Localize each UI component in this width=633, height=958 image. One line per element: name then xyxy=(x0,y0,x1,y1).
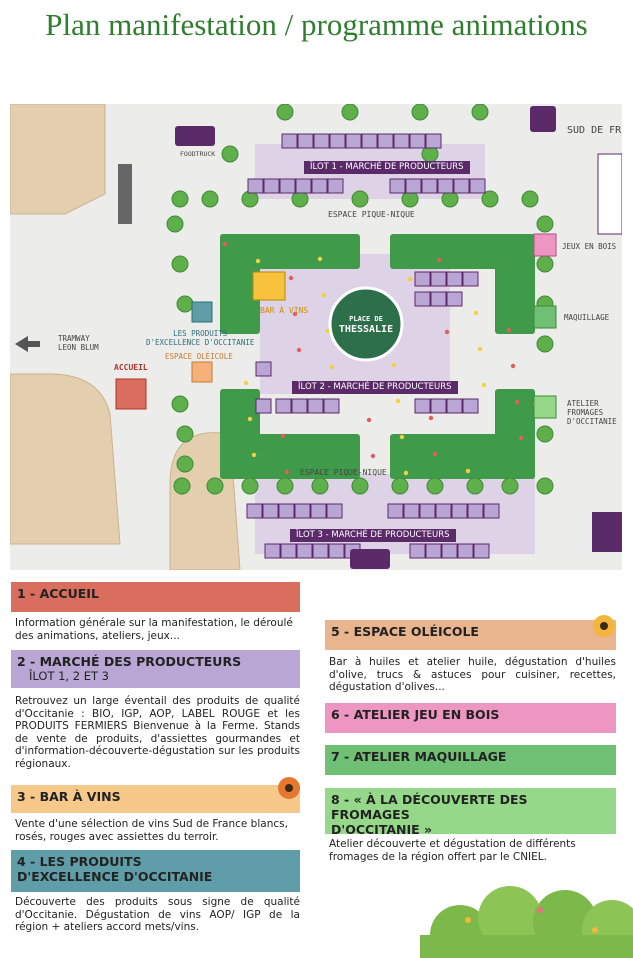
ilot2-banner: ÎLOT 2 - MARCHÉ DE PRODUCTEURS xyxy=(292,381,458,394)
oleicole-label: ESPACE OLÉICOLE xyxy=(165,352,233,361)
page-title: Plan manifestation / programme animations xyxy=(45,7,588,42)
legend-oleicole-header: 5 - ESPACE OLÉICOLE xyxy=(325,620,616,650)
ilot1-banner: ÎLOT 1 - MARCHÉ DE PRODUCTEURS xyxy=(304,161,470,174)
bar-label: BAR À VINS xyxy=(260,306,309,315)
tramway-label: TRAMWAY LEON BLUM xyxy=(58,334,99,352)
legend-produits-text: Découverte des produits sous signe de qualité d'Occitanie. Dégustation de vins AOP/ IGP de la région + ateliers accord mets/vins. xyxy=(15,896,300,933)
atelier-label: ATELIER FROMAGES D'OCCITANIE xyxy=(567,399,617,426)
legend-jeu-header: 6 - ATELIER JEU EN BOIS xyxy=(325,703,616,733)
legend-fromages-text: Atelier découverte et dégustation de différents fromages de la région offert par le CNIEL. xyxy=(329,838,576,863)
legend-fromages-header: 8 - « À LA DÉCOUVERTE DES FROMAGES D'OCCITANIE » xyxy=(325,788,616,834)
espace-pique-nique-top: ESPACE PIQUE-NIQUE xyxy=(328,210,415,219)
legend-marche-title: 2 - MARCHÉ DES PRODUCTEURS xyxy=(17,654,242,669)
produits-label: LES PRODUITS D'EXCELLENCE D'OCCITANIE xyxy=(146,329,255,347)
flower-icon xyxy=(593,615,615,637)
legend-bar-text: Vente d'une sélection de vins Sud de France blancs, rosés, rouges avec assiettes du terroir. xyxy=(15,818,288,843)
jeux-label: JEUX EN BOIS xyxy=(562,242,617,251)
ilot3-banner: ÎLOT 3 - MARCHÉ DE PRODUCTEURS xyxy=(290,529,456,542)
foodtruck-label: FOODTRUCK xyxy=(180,150,216,158)
bush-illustration xyxy=(420,886,633,958)
legend-maquillage-header: 7 - ATELIER MAQUILLAGE xyxy=(325,745,616,775)
flower-icon xyxy=(278,777,300,799)
espace-pique-nique-bottom: ESPACE PIQUE-NIQUE xyxy=(300,468,387,477)
legend-accueil-header: 1 - ACCUEIL xyxy=(11,582,300,612)
legend-marche-subtitle: ÎLOT 1, 2 ET 3 xyxy=(29,669,109,683)
sud-de-france-label: SUD DE FR xyxy=(567,125,622,136)
legend-oleicole-text: Bar à huiles et atelier huile, dégustation d'huiles d'olive, trucs & astuces pour cuisiner, recettes, dégustation d'olives... xyxy=(329,656,616,693)
place-line1: PLACE DE xyxy=(349,315,383,323)
legend-bar-header: 3 - BAR À VINS xyxy=(11,785,300,813)
legend-produits-header: 4 - LES PRODUITS D'EXCELLENCE D'OCCITANIE xyxy=(11,850,300,892)
accueil-label: ACCUEIL xyxy=(114,363,148,372)
legend-marche-text: Retrouvez un large éventail des produits de qualité d'Occitanie : BIO, IGP, AOP, LABEL ROUGE et les PRODUITS FERMIERS Bienvenue à la Ferme. Stands de vente de produits, d'assiettes gourmandes et d'information-découverte-dégustation sur les produits régionaux. xyxy=(15,695,300,770)
legend-accueil-text: Information générale sur la manifestation, le déroulé des animations, ateliers, jeux... xyxy=(15,617,293,642)
place-line2: THESSALIE xyxy=(338,324,394,335)
maquillage-label: MAQUILLAGE xyxy=(564,313,610,322)
